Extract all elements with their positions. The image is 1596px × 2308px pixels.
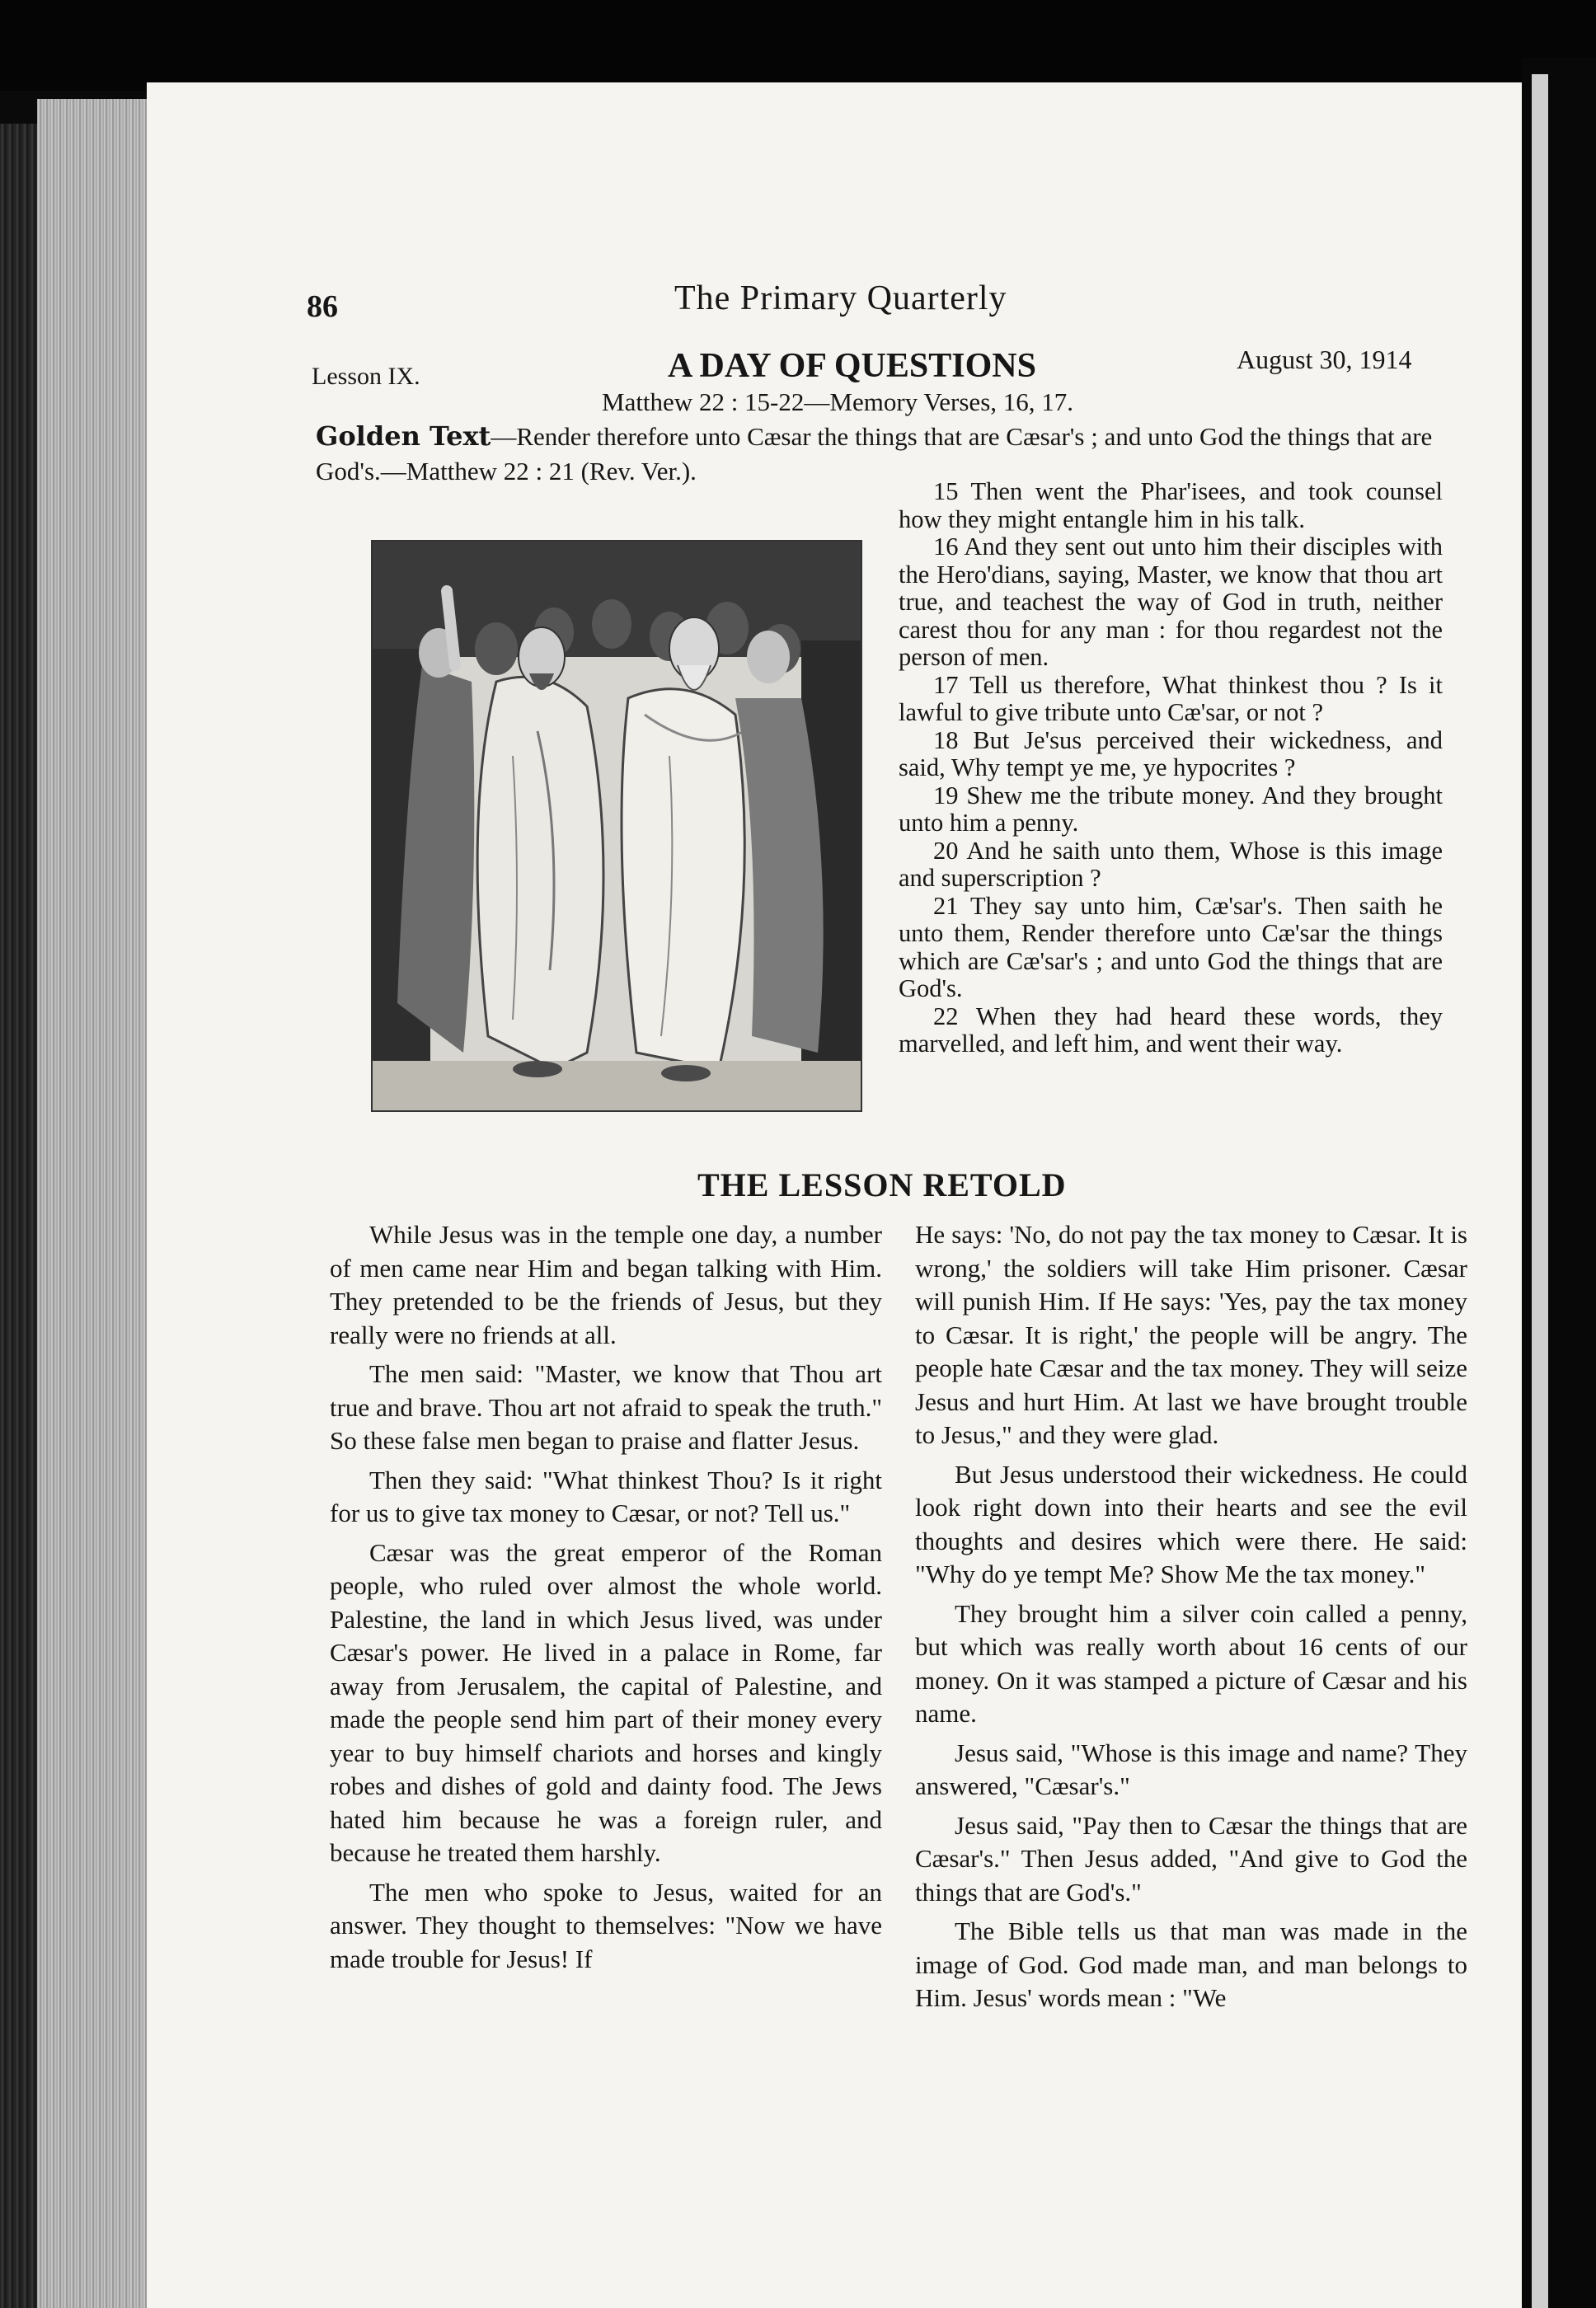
retold-paragraph: Jesus said, "Pay then to Cæsar the things that are Cæsar's." Then Jesus added, "And give to God the things that are God's." xyxy=(915,1810,1467,1907)
verse-17: 17 Tell us therefore, What thinkest thou ? Is it lawful to give tribute unto Cæ'sar, or not ? xyxy=(899,670,1443,726)
page-number: 86 xyxy=(307,289,338,324)
verse-18: 18 But Je'sus perceived their wickedness, and said, Why tempt ye me, ye hypocrites ? xyxy=(899,725,1443,781)
retold-paragraph: The men who spoke to Jesus, waited for an answer. They thought to themselves: "Now we have made trouble for Jesus! If xyxy=(330,1877,882,1973)
verse-20: 20 And he saith unto them, Whose is this image and superscription ? xyxy=(899,836,1443,892)
verse-16: 16 And they sent out unto him their disciples with the Hero'dians, saying, Master, we know that thou art true, and teachest the way of God in truth, neither carest thou for any man : for thou regardest not the person of men. xyxy=(899,532,1443,671)
facing-page-edge xyxy=(1532,74,1548,2308)
lesson-date: August 30, 1914 xyxy=(1237,345,1412,374)
retold-paragraph: Cæsar was the great emperor of the Roman people, who ruled over almost the whole world. Palestine, the land in which Jesus lived, was under Cæsar's power. He lived in a palace in Rome, far away from Jerusalem, the capital of Palestine, and made the people send him part of their money every year to buy himself chariots and horses and kingly robes and dishes of gold and dainty food. The Jews hated him because he was a foreign ruler, and because he treated them harshly. xyxy=(330,1537,882,1867)
section-heading: THE LESSON RETOLD xyxy=(697,1166,1067,1203)
verse-21: 21 They say unto him, Cæ'sar's. Then saith he unto them, Render therefore unto Cæ'sar the things which are Cæ'sar's ; and unto God the things that are God's. xyxy=(899,891,1443,1002)
verse-19: 19 Shew me the tribute money. And they brought unto him a penny. xyxy=(899,781,1443,837)
lesson-title: A DAY OF QUESTIONS xyxy=(668,347,1036,385)
retold-right-column xyxy=(915,1218,1467,2021)
golden-text-body: —Render therefore unto Cæsar the things that are Cæsar's ; and unto God the things that are God's.—Matthew 22 : 21 (Rev. Ver.). xyxy=(316,422,1433,486)
retold-paragraph: The men said: "Master, we know that Thou art true and brave. Thou art not afraid to speak the truth." So these false men began to praise and flatter Jesus. xyxy=(330,1359,882,1455)
retold-paragraph: They brought him a silver coin called a penny, but which was really worth about 16 cents of our money. On it was stamped a picture of Cæsar and his name. xyxy=(915,1598,1467,1728)
page-stack-edge xyxy=(37,99,153,2308)
scan-background-top xyxy=(0,0,1596,91)
scripture-verses xyxy=(899,478,1443,1058)
retold-paragraph: While Jesus was in the temple one day, a number of men came near Him and began talking with Him. They pretended to be the friends of Jesus, but they really were no friends at all. xyxy=(330,1220,882,1349)
retold-paragraph: The Bible tells us that man was made in the image of God. God made man, and man belongs to Him. Jesus' words mean : "We xyxy=(915,1916,1467,2012)
engraving-illustration xyxy=(371,540,862,1112)
lesson-reference: Matthew 22 : 15-22—Memory Verses, 16, 17. xyxy=(602,387,1074,416)
retold-paragraph: Jesus said, "Whose is this image and name? They answered, "Cæsar's." xyxy=(915,1738,1467,1800)
illustration-drawing xyxy=(373,542,861,1110)
lesson-number: Lesson IX. xyxy=(312,363,420,390)
retold-paragraph: But Jesus understood their wickedness. He could look right down into their hearts and see the evil thoughts and desires which were there. He said: "Why do ye tempt Me? Show Me the tax money." xyxy=(915,1459,1467,1588)
retold-paragraph-continued: He says: 'No, do not pay the tax money to Cæsar. It is wrong,' the soldiers will take Him prisoner. Cæsar will punish Him. If He says: 'Yes, pay the tax money to Cæsar. It is right,' the people will be angry. The people hate Cæsar and the tax money. They will seize Jesus and hurt Him. At last we have brought trouble to Jesus," and they were glad. xyxy=(915,1220,1467,1449)
verse-22: 22 When they had heard these words, they marvelled, and left him, and went their way. xyxy=(899,1002,1443,1058)
retold-left-column xyxy=(330,1218,882,1982)
golden-text-label: Golden Text xyxy=(316,420,491,452)
retold-paragraph: Then they said: "What thinkest Thou? Is it right for us to give tax money to Cæsar, or not? Tell us." xyxy=(330,1465,882,1527)
running-head: The Primary Quarterly xyxy=(674,279,1007,317)
verse-15: 15 Then went the Phar'isees, and took counsel how they might entangle him in his talk. xyxy=(899,477,1443,533)
